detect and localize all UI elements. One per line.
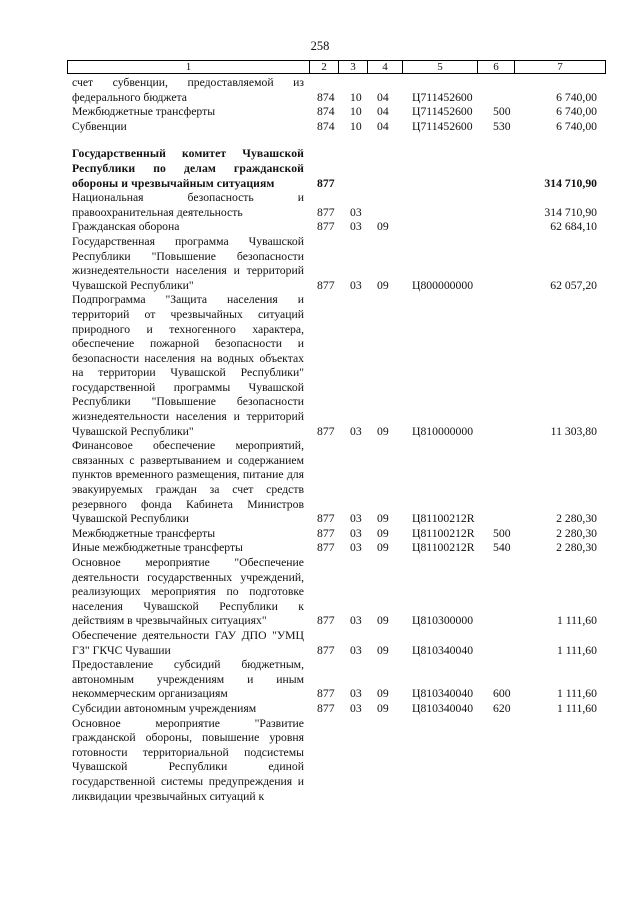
row-sum: 11 303,80 [550, 424, 597, 438]
row-sum: 2 280,30 [556, 541, 597, 555]
table-body [0, 76, 640, 804]
row-sum: 6 740,00 [556, 90, 597, 104]
row-sum: 314 710,90 [544, 205, 597, 219]
row-sum: 1 111,60 [556, 687, 597, 701]
row-sum: 2 280,30 [556, 526, 597, 540]
row-name: Гражданская оборона [72, 220, 180, 234]
row-sum: 1 111,60 [556, 701, 597, 715]
row-vr: 530 [493, 119, 511, 133]
header-col-1: 1 [185, 61, 192, 73]
row-csr: Ц810340040 [412, 643, 474, 657]
row-csr: Ц81100212R [412, 512, 475, 526]
row-csr: Ц711452600 [412, 119, 473, 133]
row-pr: 04 [377, 90, 389, 104]
row-csr: Ц81100212R [412, 526, 475, 540]
row-ved: 874 [317, 119, 335, 133]
row-csr: Ц810300000 [412, 614, 474, 628]
table-row [0, 527, 640, 542]
header-col-2: 2 [309, 61, 338, 73]
table-row [0, 556, 640, 629]
row-pr: 09 [377, 687, 389, 701]
row-ved: 877 [317, 176, 335, 190]
row-pr: 04 [377, 105, 389, 119]
row-ved: 877 [317, 278, 335, 292]
row-sum: 6 740,00 [556, 119, 597, 133]
row-vr: 540 [493, 541, 511, 555]
row-csr: Ц800000000 [412, 278, 474, 292]
row-rz: 03 [350, 701, 362, 715]
row-sum: 1 111,60 [556, 643, 597, 657]
row-pr: 09 [377, 512, 389, 526]
row-ved: 877 [317, 205, 335, 219]
row-name: Субсидии автономным учреждениям [72, 701, 257, 715]
row-csr: Ц810340040 [412, 687, 474, 701]
row-rz: 10 [350, 119, 362, 133]
row-sum: 314 710,90 [544, 176, 597, 190]
row-csr: Ц711452600 [412, 105, 473, 119]
row-name: Основное мероприятие "Обеспечение деятельности государственных учреждений, реализующих мероприятия по подготовке населения Чувашской Республики к действиям в чрезвычайных ситуациях" [72, 556, 304, 628]
row-csr: Ц810000000 [412, 424, 474, 438]
row-name: Финансовое обеспечение мероприятий, связанных с развертыванием и содержанием пунктов временного размещения, питание для эвакуируемых граждан за счет средств резервного фонда Кабинета Министров Чувашской Республики [72, 439, 304, 526]
table-row [0, 293, 640, 439]
row-vr: 620 [493, 701, 511, 715]
row-ved: 877 [317, 424, 335, 438]
table-row [0, 105, 640, 120]
row-sum: 2 280,30 [556, 512, 597, 526]
row-ved: 877 [317, 541, 335, 555]
row-sum: 6 740,00 [556, 105, 597, 119]
row-rz: 03 [350, 541, 362, 555]
header-col-4: 4 [367, 61, 402, 73]
row-sum: 1 111,60 [556, 614, 597, 628]
row-rz: 10 [350, 105, 362, 119]
row-pr: 09 [377, 278, 389, 292]
row-ved: 874 [317, 90, 335, 104]
row-pr: 09 [377, 701, 389, 715]
row-rz: 03 [350, 512, 362, 526]
row-rz: 03 [350, 205, 362, 219]
row-name: Основное мероприятие "Развитие гражданской обороны, повышение уровня готовности территориальной подсистемы Чувашской Республики единой государственной системы предупреждения и ликвидации чрезвычайных ситуаций к [72, 716, 304, 803]
row-name: Государственная программа Чувашской Республики "Повышение безопасности жизнедеятельности населения и территорий Чувашской Республики" [72, 234, 304, 292]
table-row [0, 439, 640, 527]
row-pr: 09 [377, 424, 389, 438]
table-row [0, 235, 640, 293]
row-vr: 500 [493, 105, 511, 119]
row-ved: 874 [317, 105, 335, 119]
row-rz: 03 [350, 687, 362, 701]
row-csr: Ц810340040 [412, 701, 474, 715]
row-rz: 10 [350, 90, 362, 104]
row-rz: 03 [350, 643, 362, 657]
row-sum: 62 057,20 [550, 278, 597, 292]
table-row [0, 629, 640, 658]
row-pr: 09 [377, 643, 389, 657]
row-ved: 877 [317, 614, 335, 628]
row-ved: 877 [317, 512, 335, 526]
row-pr: 09 [377, 220, 389, 234]
row-name: Подпрограмма "Защита населения и территорий от чрезвычайных ситуаций природного и техногенного характера, обеспечение пожарной безопасности и безопасности населения на водных объектах на территории Чувашской Республики" государственной программы Чувашской Республики "Повышение безопасности жизнедеятельности населения и территорий Чувашской Республики" [72, 293, 304, 438]
row-rz: 03 [350, 424, 362, 438]
table-row [0, 120, 640, 135]
row-sum: 62 684,10 [550, 220, 597, 234]
table-header [67, 60, 606, 74]
row-ved: 877 [317, 701, 335, 715]
row-name: Межбюджетные трансферты [72, 105, 216, 119]
table-row [0, 191, 640, 220]
header-col-5: 5 [402, 61, 477, 73]
row-rz: 03 [350, 278, 362, 292]
row-rz: 03 [350, 220, 362, 234]
row-csr: Ц81100212R [412, 541, 475, 555]
row-vr: 500 [493, 526, 511, 540]
table-row [0, 717, 640, 805]
row-name: счет субвенции, предоставляемой из федерального бюджета [72, 76, 304, 104]
table-row [0, 702, 640, 717]
row-ved: 877 [317, 643, 335, 657]
row-pr: 09 [377, 614, 389, 628]
table-row [0, 541, 640, 556]
row-pr: 04 [377, 119, 389, 133]
header-col-7: 7 [514, 61, 605, 73]
row-name: Межбюджетные трансферты [72, 526, 216, 540]
table-row-section [0, 147, 640, 191]
row-rz: 03 [350, 614, 362, 628]
row-rz: 03 [350, 526, 362, 540]
row-vr: 600 [493, 687, 511, 701]
row-pr: 09 [377, 541, 389, 555]
row-ved: 877 [317, 220, 335, 234]
row-csr: Ц711452600 [412, 90, 473, 104]
page-number: 258 [310, 39, 330, 53]
row-name: Субвенции [72, 119, 127, 133]
row-name: Национальная безопасность и правоохранительная деятельность [72, 191, 304, 219]
row-name: Государственный комитет Чувашской Республики по делам гражданской обороны и чрезвычайным ситуациям [72, 147, 304, 190]
row-pr: 09 [377, 526, 389, 540]
table-row [0, 220, 640, 235]
row-name: Предоставление субсидий бюджетным, автономным учреждениям и иным некоммерческим организациям [72, 658, 304, 701]
row-ved: 877 [317, 526, 335, 540]
header-col-6: 6 [477, 61, 514, 73]
row-name: Обеспечение деятельности ГАУ ДПО "УМЦ ГЗ" ГКЧС Чувашии [72, 628, 304, 657]
header-col-3: 3 [338, 61, 367, 73]
table-row [0, 76, 640, 105]
table-row [0, 658, 640, 702]
row-ved: 877 [317, 687, 335, 701]
row-name: Иные межбюджетные трансферты [72, 541, 243, 555]
